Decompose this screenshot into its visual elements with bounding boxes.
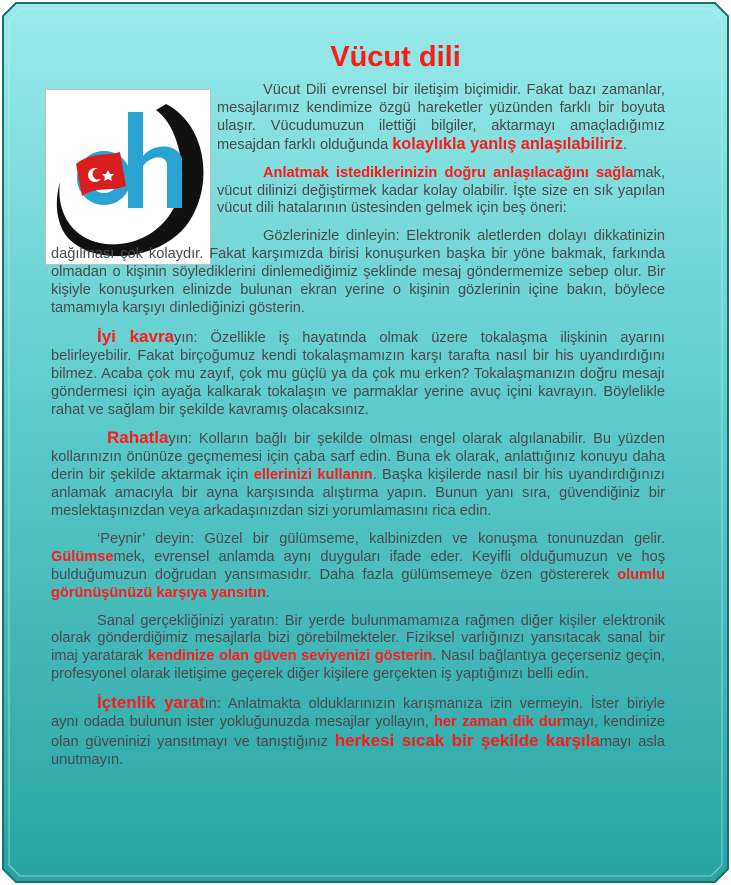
text: . <box>265 584 270 601</box>
text: mayı asla unutmayın. <box>51 734 665 768</box>
text: mayı, kendinize olan güveninizi yansıtmayı ve tanıştığınız <box>51 714 665 750</box>
text: . Nasıl bağlantıya geçerseniz geçin, profesyonel olarak iletişime geçerek diğer kişilere gerçekten iş yaptığınızı belli edin. <box>51 648 665 683</box>
highlight-text: İçtenlik yarat <box>97 693 205 713</box>
paragraph-intro <box>217 82 665 155</box>
paragraph-suggestions-intro <box>217 165 665 219</box>
text: mek, evrensel anlamda aynı duyguları ifade eder. Keyifli olduğumuzun ve hoş bulduğumuzun doğrudan yansımasıdır. Daha fazla gülümsemeye özen göstererek <box>51 548 665 583</box>
text: mak, vücut dilinizi değiştirmek kadar kolay olabilir. İşte size en sık yapılan vücut dili hatalarının üstesinden gelmek için beş öneri: <box>217 164 665 217</box>
paragraph-eyes <box>51 228 665 318</box>
highlight-text: herkesi sıcak bir şekilde karşıla <box>334 731 600 750</box>
text: ın: Anlatmakta olduklarınızın karışmanıza izin vermeyin. İster biriyle aynı odada bulunun ister yokluğunuzda mesajlar yollayın, <box>51 696 665 731</box>
paragraph-relax <box>51 429 665 521</box>
text: . <box>623 136 628 153</box>
paragraph-smile <box>51 531 665 603</box>
highlight-text: Gülümse <box>51 548 114 565</box>
highlight-text: ellerinizi kullanın <box>253 467 373 484</box>
text: . Başka kişilerde nasıl bir his uyandırdığınızı anlamak amacıyla bir ayna karşısında alıştırma yapın. Bunun yanı sıra, güvendiğiniz bir meslektaşınızdan veya arkadaşınızdan sizi yorumlamasını rica edin. <box>51 467 665 520</box>
article-body <box>51 82 665 780</box>
text: yın: Özellikle iş hayatında olmak üzere tokalaşma ilişkinin ayarını belirleyebilir. Fakat birçoğumuz kendi tokalaşmamızın karşı tarafta nasıl bir his uyandırdığını bilmez. Acaba çok mu zayıf, çok mu güçlü ya da çok mu erken? Tokalaşmanızın doğru mesajı göndermesi için ayağa kalkarak tokalaşın ve parmaklar yerine avuç içini kavrayın. Böylelikle rahat ve sağlam bir şekilde kavramış olacaksınız. <box>51 329 665 418</box>
highlight-text: kolaylıkla yanlış anlaşılabiliriz <box>392 134 624 153</box>
highlight-text: Rahatla <box>107 428 169 448</box>
text: yın: Kolların bağlı bir şekilde olması engel olarak algılanabilir. Bu yüzden kollarınızın önünüze geçmemesi için çaba sarf edin. Buna ek olarak, anlattığınız konuyu daha derin bir şekilde aktarmak için <box>51 431 665 484</box>
page-title: Vücut dili <box>330 41 461 73</box>
document-card <box>2 2 729 883</box>
paragraph-virtual <box>51 613 665 685</box>
text: Vücut Dili evrensel bir iletişim biçimidir. Fakat bazı zamanlar, mesajlarımız kendimize özgü hareketler yüzünden farklı bir boyuta ulaşır. Vücudumuzun ilettiği bilgiler, aktarmayı amaçladığımız mesajdan farklı olduğunda <box>217 82 665 153</box>
highlight-text: olumlu görünüşünüzü karşıya yansıtın <box>51 566 665 601</box>
highlight-text: kendinize olan güven seviyenizi gösterin <box>147 648 433 665</box>
highlight-text: Anlatmak istediklerinizin doğru anlaşılacağını sağla <box>263 164 634 181</box>
text: ‘Peynir’ deyin: Güzel bir gülümseme, kalbinizden ve konuşma tonunuzdan gelir. <box>97 530 665 547</box>
highlight-text: her zaman dik dur <box>434 714 563 731</box>
text: Gözlerinizle dinleyin: Elektronik aletlerden dolayı dikkatinizin dağılması çok kolaydır. Fakat karşımızda birisi konuşurken başka bir yöne bakmak, farkında olmadan o kişinin söylediklerini dinlemediğimiz şeklinde mesaj göndermemize sebep olur. Bir kişiyle konuşurken elinizde bulunan ekran yerine o kişinin gözlerinin içine bakın, böylece tamamıyla karşıyı dinlediğinizi gösterin. <box>51 228 665 316</box>
text: Sanal gerçekliğinizi yaratın: Bir yerde bulunmamamıza rağmen diğer kişiler elektronik olarak gönderdiğimiz mesajlarla bizi görebilmekteler. Fiziksel varlığınızı yansıtacak sanal bir imaj yaratarak <box>51 612 665 665</box>
paragraph-handshake <box>51 328 665 420</box>
highlight-text: İyi kavra <box>97 326 175 346</box>
paragraph-sincerity <box>51 694 665 770</box>
